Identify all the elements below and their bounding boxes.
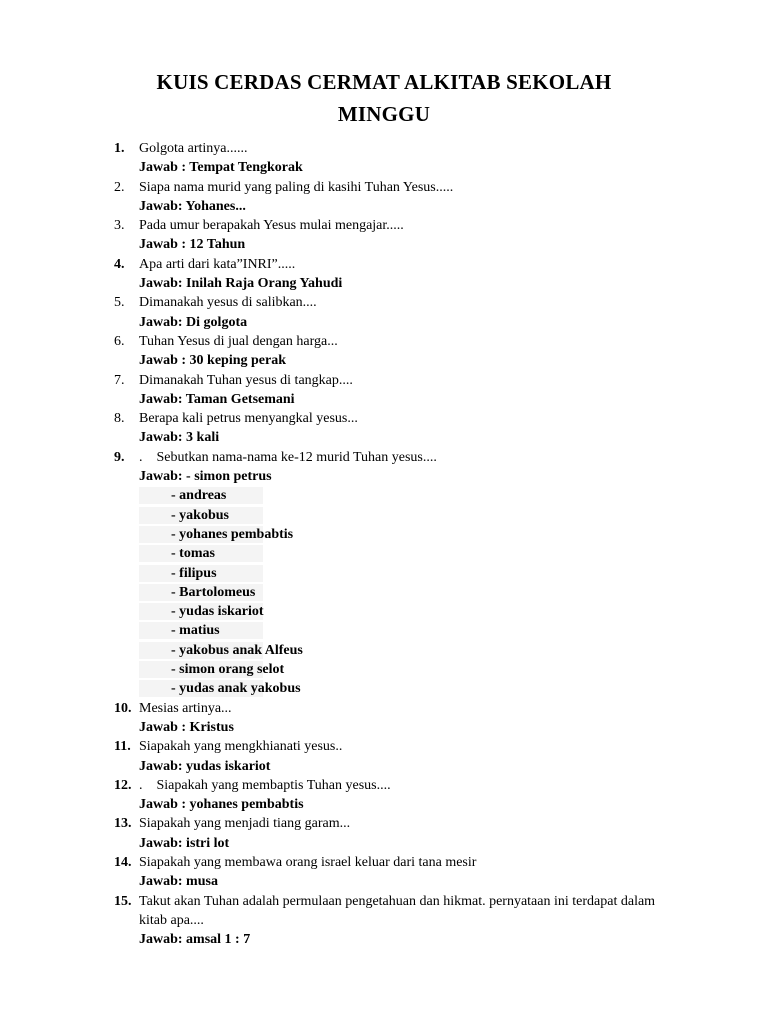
question-number: 1.	[114, 141, 125, 156]
question-text: Siapa nama murid yang paling di kasihi Tuhan Yesus.....	[139, 179, 454, 195]
question-number: 15.	[114, 893, 132, 909]
question-number: 10.	[114, 700, 132, 716]
answer-row	[0, 274, 768, 293]
answer-row	[0, 428, 768, 447]
answer-text: Jawab: 3 kali	[139, 430, 220, 446]
answer-row	[0, 872, 768, 891]
answer-row	[0, 930, 768, 949]
question-number: 5.	[114, 295, 125, 311]
question-row	[0, 255, 768, 274]
answer-row	[0, 390, 768, 409]
answer-text: Jawab: musa	[139, 874, 218, 890]
question-text: Tuhan Yesus di jual dengan harga...	[139, 333, 338, 349]
answer-text: Jawab: Taman Getsemani	[139, 391, 295, 407]
question-row	[0, 293, 768, 312]
question-text: . Siapakah yang membaptis Tuhan yesus....	[139, 777, 391, 793]
answer-row	[0, 757, 768, 776]
question-text: Siapakah yang mengkhianati yesus..	[139, 739, 343, 755]
question-row	[0, 216, 768, 235]
question-text: Mesias artinya...	[139, 700, 232, 716]
answer-row	[0, 834, 768, 853]
disciple-item: - tomas	[0, 544, 768, 563]
question-number: 8.	[114, 411, 125, 427]
answer-text: Jawab : Tempat Tengkorak	[139, 160, 303, 176]
question-row	[0, 409, 768, 428]
disciple-item: - yudas anak yakobus	[0, 679, 768, 698]
page-title	[0, 66, 768, 130]
disciple-item: - yakobus	[0, 506, 768, 525]
question-list	[0, 139, 768, 949]
question-row	[0, 699, 768, 718]
question-row	[0, 139, 768, 158]
answer-row	[0, 313, 768, 332]
question-text: Apa arti dari kata”INRI”.....	[139, 256, 296, 272]
answer-row	[0, 795, 768, 814]
answer-text: Jawab : 12 Tahun	[139, 237, 246, 253]
question-text: Siapakah yang membawa orang israel keluar dari tana mesir	[139, 854, 477, 870]
disciple-item: - yohanes pembabtis	[0, 525, 768, 544]
question-text: Siapakah yang menjadi tiang garam...	[139, 816, 351, 832]
answer-text: Jawab: amsal 1 : 7	[139, 932, 251, 948]
answer-row	[0, 158, 768, 177]
question-row	[0, 814, 768, 833]
question-row	[0, 892, 768, 931]
title-line-1: KUIS CERDAS CERMAT ALKITAB SEKOLAH	[156, 70, 612, 94]
answer-row	[0, 467, 768, 486]
answer-row	[0, 197, 768, 216]
question-text: Pada umur berapakah Yesus mulai mengajar.....	[139, 218, 404, 234]
answer-text: Jawab: Di golgota	[139, 314, 248, 330]
question-text: Takut akan Tuhan adalah permulaan pengetahuan dan hikmat. pernyataan ini terdapat dalam kitab apa....	[139, 893, 656, 928]
question-text: Dimanakah yesus di salibkan....	[139, 295, 317, 311]
question-number: 11.	[114, 739, 131, 755]
question-number: 4.	[114, 256, 125, 272]
disciple-item: - yudas iskariot	[0, 602, 768, 621]
disciple-item: - yakobus anak Alfeus	[0, 641, 768, 660]
question-number: 12.	[114, 777, 132, 793]
answer-row	[0, 718, 768, 737]
question-number: 3.	[114, 218, 125, 234]
question-row	[0, 332, 768, 351]
answer-text: Jawab: yudas iskariot	[139, 758, 271, 774]
answer-text: Jawab: Yohanes...	[139, 198, 246, 214]
title-line-2: MINGGU	[337, 102, 431, 126]
disciple-item: - matius	[0, 621, 768, 640]
question-row	[0, 776, 768, 795]
question-number: 2.	[114, 179, 125, 195]
question-number: 14.	[114, 854, 132, 870]
answer-text: Jawab: istri lot	[139, 835, 230, 851]
disciple-item: - Bartolomeus	[0, 583, 768, 602]
answer-text: Jawab: Inilah Raja Orang Yahudi	[139, 276, 343, 292]
disciple-item: - simon orang selot	[0, 660, 768, 679]
answer-row	[0, 235, 768, 254]
question-row	[0, 448, 768, 467]
question-number: 9.	[114, 449, 125, 465]
question-row	[0, 737, 768, 756]
question-text: Golgota artinya......	[139, 141, 248, 156]
question-number: 7.	[114, 372, 125, 388]
question-text: Berapa kali petrus menyangkal yesus...	[139, 411, 358, 427]
answer-row	[0, 351, 768, 370]
question-number: 6.	[114, 333, 125, 349]
question-row	[0, 853, 768, 872]
answer-text: Jawab: - simon petrus	[139, 469, 272, 485]
question-text: . Sebutkan nama-nama ke-12 murid Tuhan yesus....	[139, 449, 437, 465]
answer-text: Jawab : Kristus	[139, 719, 234, 735]
question-text: Dimanakah Tuhan yesus di tangkap....	[139, 372, 353, 388]
question-row	[0, 371, 768, 390]
question-row	[0, 178, 768, 197]
disciple-item: - filipus	[0, 564, 768, 583]
question-number: 13.	[114, 816, 132, 832]
disciple-item: - andreas	[0, 486, 768, 505]
answer-text: Jawab : 30 keping perak	[139, 353, 287, 369]
answer-text: Jawab : yohanes pembabtis	[139, 797, 304, 813]
